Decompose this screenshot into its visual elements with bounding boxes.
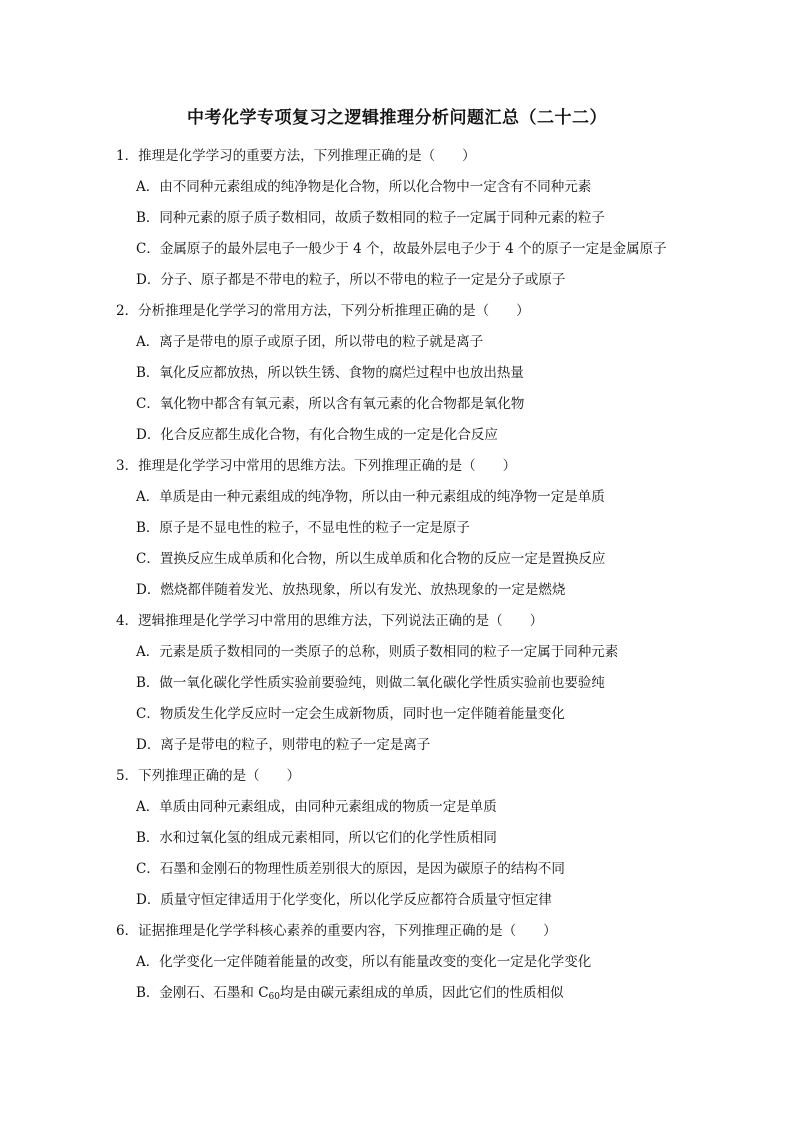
option-b: B．做一氧化碳化学性质实验前要验纯，则做二氧化碳化学性质实验前也要验纯 <box>136 675 605 691</box>
option-a: A．化学变化一定伴随着能量的改变，所以有能量改变的变化一定是化学变化 <box>136 954 592 970</box>
option-d: D．燃烧都伴随着发光、放热现象，所以有发光、放热现象的一定是燃烧 <box>136 582 566 598</box>
question-4 <box>116 611 716 756</box>
option-b: B．水和过氧化氢的组成元素相同，所以它们的化学性质相同 <box>136 830 497 846</box>
option-b-text-after: 均是由碳元素组成的单质，因此它们的性质相似 <box>280 985 564 1001</box>
question-2 <box>116 301 716 446</box>
option-d: D．质量守恒定律适用于化学变化，所以化学反应都符合质量守恒定律 <box>136 892 552 908</box>
option-a: A．由不同种元素组成的纯净物是化合物，所以化合物中一定含有不同种元素 <box>136 179 592 195</box>
question-3 <box>116 456 716 601</box>
option-c: C．物质发生化学反应时一定会生成新物质，同时也一定伴随着能量变化 <box>136 706 565 722</box>
option-b-text-before: B．金刚石、石墨和 C <box>136 985 269 1001</box>
question-stem: 3．推理是化学学习中常用的思维方法。下列推理正确的是（ ） <box>116 458 517 474</box>
option-b: B．原子是不显电性的粒子，不显电性的粒子一定是原子 <box>136 520 470 536</box>
option-b: B．同种元素的原子质子数相同，故质子数相同的粒子一定属于同种元素的粒子 <box>136 210 605 226</box>
question-1 <box>116 146 716 291</box>
option-c: C．石墨和金刚石的物理性质差别很大的原因，是因为碳原子的结构不同 <box>136 861 565 877</box>
question-stem: 5．下列推理正确的是（ ） <box>116 768 301 784</box>
option-c: C．置换反应生成单质和化合物，所以生成单质和化合物的反应一定是置换反应 <box>136 551 606 567</box>
question-stem: 2．分析推理是化学学习的常用方法，下列分析推理正确的是（ ） <box>116 303 530 319</box>
option-b <box>136 983 716 1004</box>
question-stem: 6．证据推理是化学学科核心素养的重要内容，下列推理正确的是（ ） <box>116 923 557 939</box>
question-stem: 4．逻辑推理是化学学习中常用的思维方法，下列说法正确的是（ ） <box>116 613 544 629</box>
question-list <box>116 146 716 1014</box>
option-a: A．单质是由一种元素组成的纯净物，所以由一种元素组成的纯净物一定是单质 <box>136 489 605 505</box>
option-d: D．分子、原子都是不带电的粒子，所以不带电的粒子一定是分子或原子 <box>136 272 566 288</box>
document-title: 中考化学专项复习之逻辑推理分析问题汇总（二十二） <box>187 108 607 128</box>
question-5 <box>116 766 716 911</box>
option-a: A．单质由同种元素组成，由同种元素组成的物质一定是单质 <box>136 799 497 815</box>
option-c: C．金属原子的最外层电子一般少于 4 个，故最外层电子少于 4 个的原子一定是金属原子 <box>136 241 667 257</box>
option-a: A．元素是质子数相同的一类原子的总称，则质子数相同的粒子一定属于同种元素 <box>136 644 619 660</box>
question-stem: 1．推理是化学学习的重要方法，下列推理正确的是（ ） <box>116 148 476 164</box>
option-a: A．离子是带电的原子或原子团，所以带电的粒子就是离子 <box>136 334 484 350</box>
question-6 <box>116 921 716 1004</box>
option-b: B．氧化反应都放热，所以铁生锈、食物的腐烂过程中也放出热量 <box>136 365 524 381</box>
option-c: C．氧化物中都含有氧元素，所以含有氧元素的化合物都是氧化物 <box>136 396 525 412</box>
subscript-60: 60 <box>268 992 280 1002</box>
option-d: D．化合反应都生成化合物，有化合物生成的一定是化合反应 <box>136 427 498 443</box>
option-d: D．离子是带电的粒子，则带电的粒子一定是离子 <box>136 737 431 753</box>
